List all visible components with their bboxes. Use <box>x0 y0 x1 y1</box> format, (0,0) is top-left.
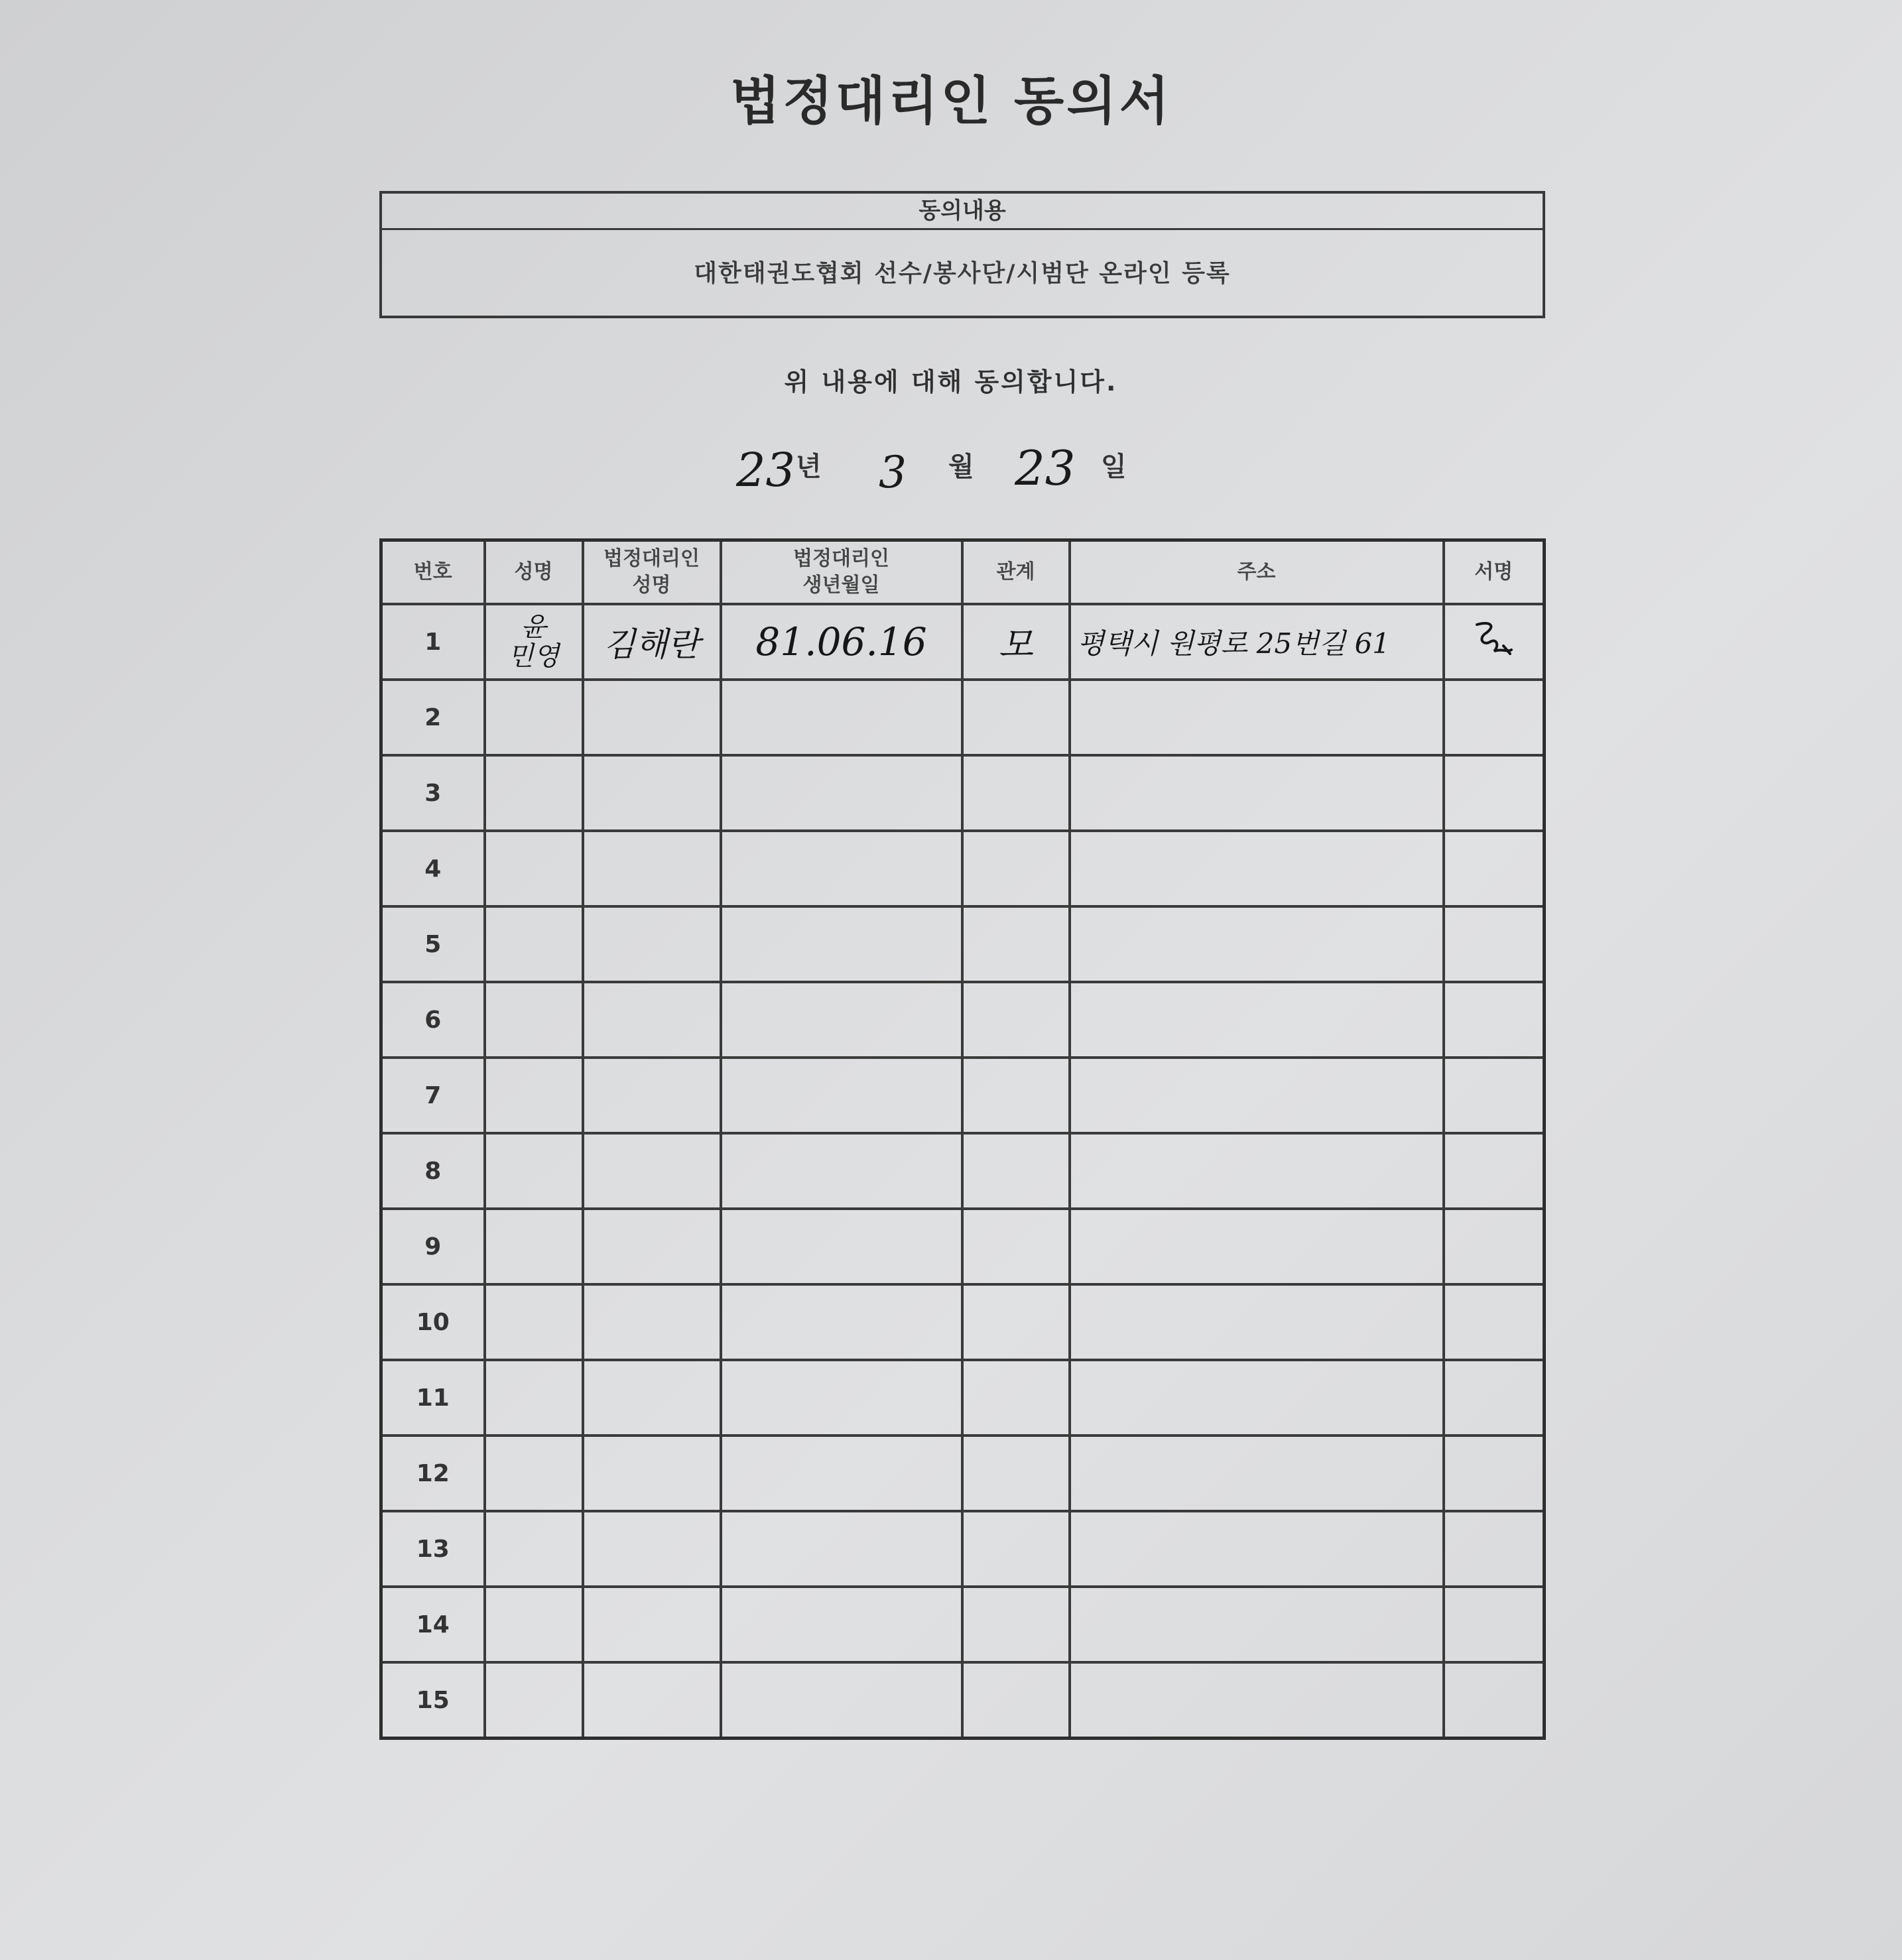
table-row <box>381 1284 1545 1360</box>
cell-guardian-name <box>583 1360 721 1436</box>
header-relation: 관계 <box>962 540 1070 605</box>
table-row <box>381 1058 1545 1133</box>
cell-no: 4 <box>381 831 485 906</box>
cell-name <box>485 680 583 755</box>
cell-no: 15 <box>381 1662 485 1739</box>
cell-guardian-name <box>583 1284 721 1360</box>
cell-signature <box>1444 1209 1545 1284</box>
cell-address <box>1070 1436 1444 1511</box>
table-row <box>381 755 1545 831</box>
table-row <box>381 1360 1545 1436</box>
roster-table-wrap <box>379 538 1546 1740</box>
cell-no: 5 <box>381 906 485 982</box>
cell-guardian-birth <box>721 1511 962 1587</box>
cell-relation <box>962 1058 1070 1133</box>
cell-guardian-name <box>583 982 721 1058</box>
cell-signature <box>1444 755 1545 831</box>
cell-guardian-birth <box>721 1360 962 1436</box>
cell-guardian-birth <box>721 1058 962 1133</box>
table-row <box>381 680 1545 755</box>
cell-relation: 모 <box>962 604 1070 680</box>
cell-guardian-birth <box>721 1284 962 1360</box>
cell-no: 9 <box>381 1209 485 1284</box>
header-signature: 서명 <box>1444 540 1545 605</box>
cell-guardian-birth <box>721 982 962 1058</box>
table-row <box>381 831 1545 906</box>
handwritten-signature-icon <box>1470 619 1517 659</box>
cell-name <box>485 1360 583 1436</box>
table-row <box>381 1209 1545 1284</box>
cell-address <box>1070 1133 1444 1209</box>
cell-relation <box>962 755 1070 831</box>
cell-address <box>1070 1511 1444 1587</box>
document-title: 법정대리인 동의서 <box>730 72 1172 131</box>
cell-no: 3 <box>381 755 485 831</box>
date-day-label: 일 <box>1101 452 1127 482</box>
cell-name: 윤 민영 <box>485 604 583 680</box>
cell-name <box>485 1587 583 1662</box>
cell-signature <box>1444 1587 1545 1662</box>
cell-relation <box>962 831 1070 906</box>
cell-signature <box>1444 1436 1545 1511</box>
cell-guardian-name <box>583 1662 721 1739</box>
cell-address <box>1070 1058 1444 1133</box>
table-row <box>381 1436 1545 1511</box>
cell-no: 6 <box>381 982 485 1058</box>
cell-guardian-name <box>583 906 721 982</box>
agree-statement: 위 내용에 대해 동의합니다. <box>784 367 1118 397</box>
cell-guardian-birth: 81.06.16 <box>721 604 962 680</box>
cell-guardian-name <box>583 1209 721 1284</box>
table-body <box>381 604 1545 1739</box>
cell-address <box>1070 982 1444 1058</box>
date-day: 23 <box>1015 440 1076 496</box>
table-row <box>381 1133 1545 1209</box>
table-row <box>381 982 1545 1058</box>
cell-address <box>1070 680 1444 755</box>
cell-address <box>1070 1209 1444 1284</box>
cell-address <box>1070 1360 1444 1436</box>
cell-guardian-name <box>583 680 721 755</box>
cell-signature <box>1444 1133 1545 1209</box>
table-row <box>381 604 1545 680</box>
cell-signature <box>1444 831 1545 906</box>
cell-name <box>485 1436 583 1511</box>
cell-relation <box>962 1662 1070 1739</box>
signature-scribble <box>1470 619 1517 659</box>
cell-name <box>485 906 583 982</box>
table-row <box>381 1662 1545 1739</box>
header-guardian-birth-line1: 법정대리인 <box>793 547 889 570</box>
cell-name <box>485 1511 583 1587</box>
header-address: 주소 <box>1070 540 1444 605</box>
header-guardian-birth <box>721 540 962 605</box>
cell-signature <box>1444 1284 1545 1360</box>
cell-relation <box>962 1209 1070 1284</box>
cell-relation <box>962 1511 1070 1587</box>
cell-address <box>1070 1587 1444 1662</box>
header-no: 번호 <box>381 540 485 605</box>
cell-guardian-name <box>583 1587 721 1662</box>
header-guardian-name-line2: 성명 <box>632 574 671 597</box>
table-row <box>381 1511 1545 1587</box>
date-year: 23 <box>736 443 796 497</box>
cell-relation <box>962 680 1070 755</box>
cell-guardian-birth <box>721 1133 962 1209</box>
cell-signature <box>1444 906 1545 982</box>
cell-name <box>485 1058 583 1133</box>
cell-guardian-name: 김해란 <box>583 604 721 680</box>
cell-address <box>1070 755 1444 831</box>
cell-guardian-name <box>583 1511 721 1587</box>
date-line <box>729 438 1234 504</box>
cell-relation <box>962 1436 1070 1511</box>
cell-address: 평택시 원평로 25번길 61 <box>1070 604 1444 680</box>
cell-no: 8 <box>381 1133 485 1209</box>
cell-relation <box>962 1284 1070 1360</box>
cell-address <box>1070 906 1444 982</box>
cell-relation <box>962 1587 1070 1662</box>
cell-guardian-birth <box>721 1209 962 1284</box>
cell-guardian-birth <box>721 1587 962 1662</box>
cell-no: 13 <box>381 1511 485 1587</box>
cell-guardian-name <box>583 1133 721 1209</box>
cell-guardian-birth <box>721 1662 962 1739</box>
cell-guardian-birth <box>721 906 962 982</box>
cell-address <box>1070 831 1444 906</box>
cell-guardian-birth <box>721 1436 962 1511</box>
cell-name <box>485 1662 583 1739</box>
cell-guardian-name <box>583 831 721 906</box>
cell-no: 14 <box>381 1587 485 1662</box>
cell-relation <box>962 906 1070 982</box>
table-header-row <box>381 540 1545 605</box>
cell-name <box>485 1133 583 1209</box>
header-guardian-name <box>583 540 721 605</box>
cell-guardian-name <box>583 1436 721 1511</box>
cell-guardian-name <box>583 755 721 831</box>
cell-name <box>485 831 583 906</box>
cell-relation <box>962 982 1070 1058</box>
date-month-label: 월 <box>948 452 974 482</box>
cell-relation <box>962 1133 1070 1209</box>
cell-no: 2 <box>381 680 485 755</box>
cell-no: 10 <box>381 1284 485 1360</box>
cell-address <box>1070 1662 1444 1739</box>
cell-guardian-name <box>583 1058 721 1133</box>
cell-relation <box>962 1360 1070 1436</box>
cell-signature <box>1444 1511 1545 1587</box>
cell-guardian-birth <box>721 831 962 906</box>
consent-box <box>379 191 1545 318</box>
roster-table <box>379 538 1546 1740</box>
cell-signature <box>1444 604 1545 680</box>
header-name: 성명 <box>485 540 583 605</box>
cell-signature <box>1444 680 1545 755</box>
header-guardian-birth-line2: 생년월일 <box>802 574 880 597</box>
cell-signature <box>1444 1360 1545 1436</box>
cell-signature <box>1444 1058 1545 1133</box>
consent-content: 대한태권도협회 선수/봉사단/시범단 온라인 등록 <box>694 260 1231 287</box>
cell-guardian-birth <box>721 755 962 831</box>
cell-signature <box>1444 982 1545 1058</box>
cell-no: 1 <box>381 604 485 680</box>
cell-guardian-birth <box>721 680 962 755</box>
consent-heading: 동의내용 <box>382 194 1543 230</box>
header-guardian-name-line1: 법정대리인 <box>603 547 700 570</box>
cell-name <box>485 1284 583 1360</box>
cell-no: 12 <box>381 1436 485 1511</box>
cell-name <box>485 1209 583 1284</box>
cell-no: 11 <box>381 1360 485 1436</box>
table-row <box>381 1587 1545 1662</box>
date-month: 3 <box>879 447 907 498</box>
table-row <box>381 906 1545 982</box>
cell-address <box>1070 1284 1444 1360</box>
cell-no: 7 <box>381 1058 485 1133</box>
cell-signature <box>1444 1662 1545 1739</box>
cell-name <box>485 982 583 1058</box>
cell-name <box>485 755 583 831</box>
date-year-label: 년 <box>796 452 822 482</box>
